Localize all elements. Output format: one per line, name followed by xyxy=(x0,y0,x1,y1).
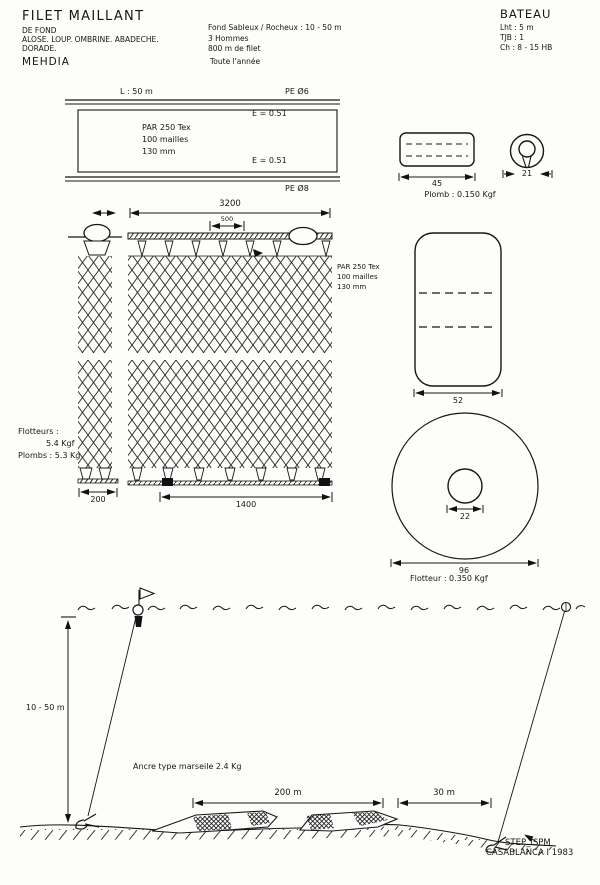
mesh-panel-lower xyxy=(128,360,332,468)
dim-200m-label: 200 m xyxy=(274,788,302,798)
dim-total-label: 3200 xyxy=(219,199,241,209)
float-hanging-left xyxy=(84,241,110,255)
footrope-plomb-left xyxy=(162,478,173,486)
twine-spec-3: 130 mm xyxy=(142,147,176,156)
headline-length: L : 50 m xyxy=(120,87,153,96)
buoy-flag xyxy=(133,588,154,627)
boat-length: Lht : 5 m xyxy=(500,23,534,32)
plomb-width-label: 45 xyxy=(431,179,443,188)
ring-dim-label: 21 xyxy=(521,169,533,178)
twine-spec-2: 100 mailles xyxy=(142,135,189,144)
water-surface xyxy=(78,605,585,610)
crew-size: 3 Hommes xyxy=(208,34,249,43)
mesh-strip-lower xyxy=(78,360,112,468)
bottom-type: Fond Sableux / Rocheux : 10 - 50 m xyxy=(208,23,342,32)
mesh-strip-upper xyxy=(78,256,112,353)
panel-spec-3: 130 mm xyxy=(337,283,367,291)
footrope-plomb-right xyxy=(319,478,330,486)
twine-spec-1: PAR 250 Tex xyxy=(142,123,191,132)
credit-institution: STEP_ISPM xyxy=(505,838,551,848)
norsels-bottom xyxy=(80,468,325,480)
dim-panel-label: 1400 xyxy=(235,500,257,509)
headrope-float-left xyxy=(84,225,110,242)
dim-strip-label: 200 xyxy=(90,495,106,504)
plomb-side-view xyxy=(400,133,474,166)
buoy-right xyxy=(562,603,571,612)
anchor-left xyxy=(76,814,99,829)
hanging-ratio-bottom: E = 0.51 xyxy=(252,156,287,165)
species-list-2: DORADE. xyxy=(22,44,57,53)
sheet-subtitle: DE FOND xyxy=(22,26,57,35)
boat-power: Ch : 8 - 15 HB xyxy=(500,43,553,52)
credit-place-year: CASABLANCA I 1983 xyxy=(486,848,574,858)
boat-title: BATEAU xyxy=(500,7,552,21)
dim-mesh-label: 500 xyxy=(220,215,234,223)
seafloor-hatching xyxy=(20,826,552,857)
flotteurs-weight: 5.4 Kgf xyxy=(46,439,75,448)
buoy-line-left xyxy=(88,617,136,816)
float-side-dim-label: 52 xyxy=(452,396,464,405)
footline-material: PE Ø8 xyxy=(285,184,309,193)
fishing-season: Toute l'année xyxy=(210,57,261,66)
float-hole-dim-label: 22 xyxy=(459,512,471,521)
rope-line-diagram xyxy=(65,100,340,181)
net-plan xyxy=(68,208,332,502)
headrope-float-main xyxy=(289,228,317,245)
flotteur-hole xyxy=(448,469,482,503)
plombs-weight: Plombs : 5.3 Kg xyxy=(18,451,81,460)
anchor-label: Ancre type marseile 2.4 Kg xyxy=(133,762,242,771)
hanging-ratio-top: E = 0.51 xyxy=(252,109,287,118)
dim-30m-label: 30 m xyxy=(433,788,455,798)
net-length: 800 m de filet xyxy=(208,44,261,53)
buoy-line-right xyxy=(498,612,565,843)
boat-tonnage: TJB : 1 xyxy=(500,33,525,42)
float-outer-dim-label: 96 xyxy=(458,566,470,575)
port-name: MEHDIA xyxy=(22,56,70,68)
mesh-panel-upper xyxy=(128,256,332,353)
depth-label: 10 - 50 m xyxy=(26,703,65,712)
flotteurs-label: Flotteurs : xyxy=(18,427,59,436)
headline-material: PE Ø6 xyxy=(285,87,309,96)
panel-spec-1: PAR 250 Tex xyxy=(337,263,380,271)
plomb-caption: Plomb : 0.150 Kgf xyxy=(424,190,496,199)
flotteur-side-view xyxy=(415,233,501,386)
float-caption: Flotteur : 0.350 Kgf xyxy=(410,574,488,583)
panel-spec-2: 100 mailles xyxy=(337,273,378,281)
sheet-title: FILET MAILLANT xyxy=(22,9,145,24)
species-list: ALOSE. LOUP. OMBRINE. ABADECHE. xyxy=(22,35,159,44)
deployment-scene xyxy=(20,588,585,857)
